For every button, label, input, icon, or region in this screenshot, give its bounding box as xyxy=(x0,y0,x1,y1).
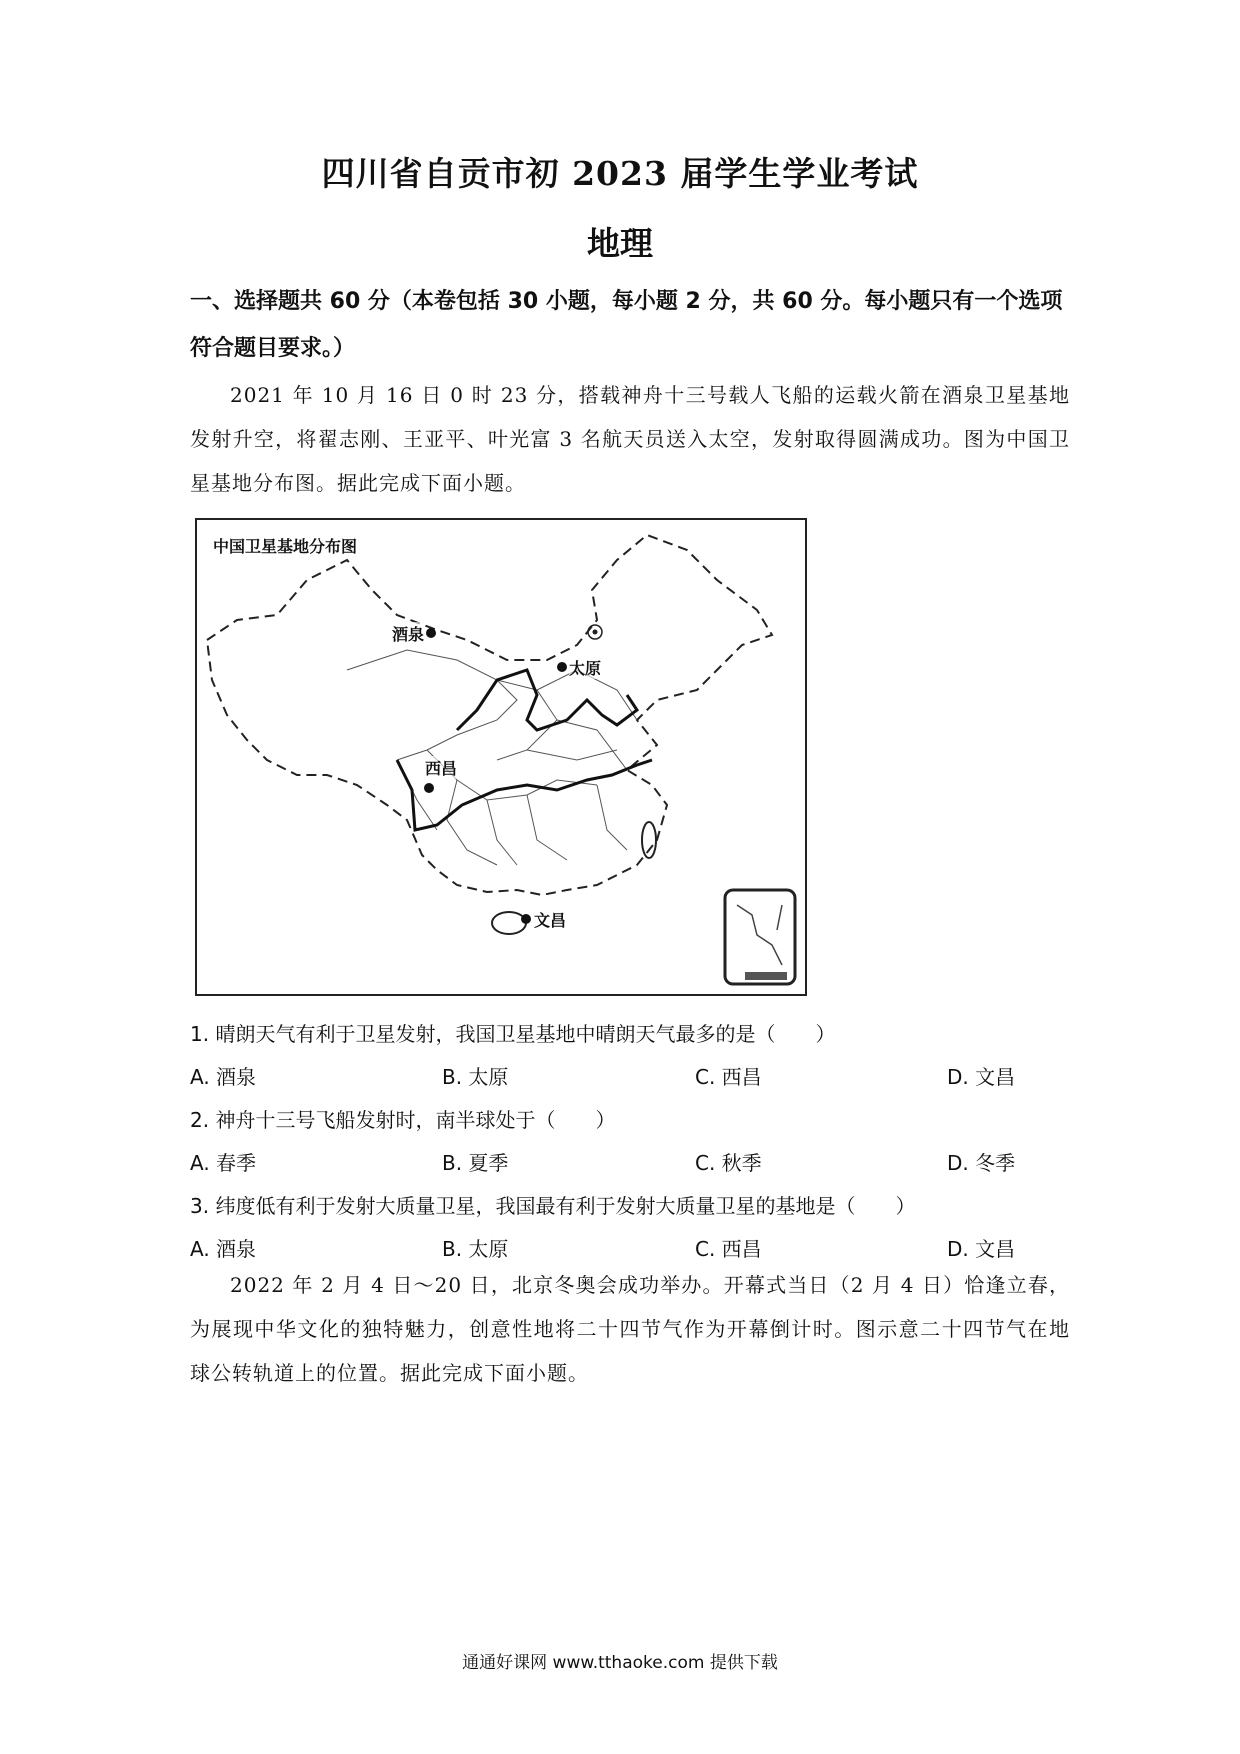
question-3-options xyxy=(190,1233,1070,1261)
label-wenchang: 文昌 xyxy=(534,908,566,931)
q1-option-d[interactable]: D. 文昌 xyxy=(947,1065,1016,1089)
map-title: 中国卫星基地分布图 xyxy=(213,537,358,556)
q1-option-c[interactable]: C. 西昌 xyxy=(695,1065,762,1089)
question-1-options xyxy=(190,1061,1070,1089)
q2-option-d[interactable]: D. 冬季 xyxy=(947,1151,1016,1175)
xichang-marker xyxy=(424,783,434,793)
passage-winter-olympics: 2022 年 2 月 4 日～20 日，北京冬奥会成功举办。开幕式当日（2 月 4 日）恰逢立春，为展现中华文化的独特魅力，创意性地将二十四节气作为开幕倒计时。图示意二十四节气在地球公转轨道上的位置。据此完成下面小题。 xyxy=(190,1273,1070,1385)
passage-satellite: 2021 年 10 月 16 日 0 时 23 分，搭载神舟十三号载人飞船的运载火箭在酒泉卫星基地发射升空，将翟志刚、王亚平、叶光富 3 名航天员送入太空，发射取得圆满成功。图为中国卫星基地分布图。据此完成下面小题。 xyxy=(190,383,1070,495)
national-border xyxy=(207,535,772,895)
q2-option-c[interactable]: C. 秋季 xyxy=(695,1151,762,1175)
question-2: 2. 神舟十三号飞船发射时，南半球处于（ ） xyxy=(190,1108,616,1132)
q3-option-c[interactable]: C. 西昌 xyxy=(695,1237,762,1261)
q1-option-b[interactable]: B. 太原 xyxy=(442,1065,509,1089)
china-satellite-map xyxy=(195,518,807,996)
page-title: 四川省自贡市初 2023 届学生学业考试 xyxy=(321,154,919,193)
q3-option-b[interactable]: B. 太原 xyxy=(442,1237,509,1261)
label-jiuquan: 酒泉 xyxy=(392,622,424,645)
q2-option-b[interactable]: B. 夏季 xyxy=(442,1151,509,1175)
map-graphic xyxy=(197,520,805,994)
wenchang-marker xyxy=(521,914,531,924)
q2-option-a[interactable]: A. 春季 xyxy=(190,1151,257,1175)
province-lines xyxy=(347,650,637,865)
q3-option-a[interactable]: A. 酒泉 xyxy=(190,1237,257,1261)
taiyuan-marker xyxy=(557,662,567,672)
question-2-options xyxy=(190,1147,1070,1175)
label-taiyuan: 太原 xyxy=(569,656,601,679)
q3-option-d[interactable]: D. 文昌 xyxy=(947,1237,1016,1261)
page-footer: 通通好课网 www.tthaoke.com 提供下载 xyxy=(462,1653,778,1673)
page-subject: 地理 xyxy=(587,224,653,263)
section-heading: 一、选择题共 60 分（本卷包括 30 小题，每小题 2 分，共 60 分。每小题只有一个选项符合题目要求。） xyxy=(190,289,1063,361)
taiwan-island xyxy=(642,822,656,858)
jiuquan-marker xyxy=(426,628,436,638)
question-1: 1. 晴朗天气有利于卫星发射，我国卫星基地中晴朗天气最多的是（ ） xyxy=(190,1022,836,1046)
hainan-island xyxy=(492,912,526,934)
river-north xyxy=(457,670,637,730)
q1-option-a[interactable]: A. 酒泉 xyxy=(190,1065,257,1089)
question-3: 3. 纬度低有利于发射大质量卫星，我国最有利于发射大质量卫星的基地是（ ） xyxy=(190,1194,916,1218)
label-xichang: 西昌 xyxy=(425,756,457,779)
